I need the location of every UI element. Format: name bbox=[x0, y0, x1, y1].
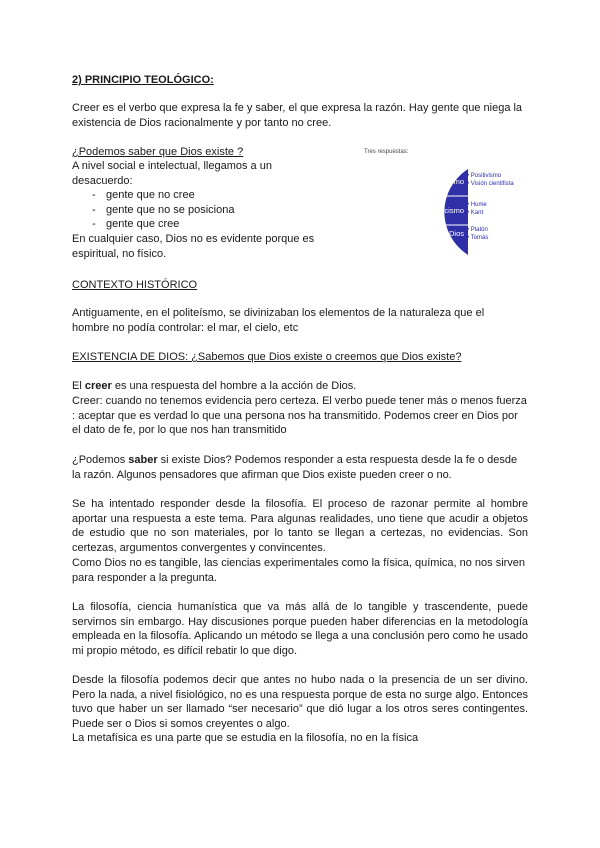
disagreement-line: A nivel social e intelectual, llegamos a un desacuerdo: bbox=[72, 160, 272, 187]
section-heading: 2) PRINCIPIO TEOLÓGICO: bbox=[72, 74, 214, 86]
nada-paragraph: Desde la filosofía podemos decir que antes no hubo nada o la presencia de un ser divino. Pero la nada, a nivel fisiológico, no es una respuesta porque de esta no surge algo. Entonces tuvo que haber un ser llamado “ser necesario” que dió lugar a los otros seres contingentes. Puede ser o Dios si somos creyentes o algo. bbox=[72, 674, 528, 730]
three-answers-figure bbox=[356, 145, 536, 255]
text-run: El bbox=[72, 380, 85, 392]
tangible-paragraph: Como Dios no es tangible, las ciencias experimentales como la física, química, no nos sirven para responder a la pregunta. bbox=[72, 557, 526, 584]
text-run: si existe Dios? Podemos responder a esta respuesta desde la fe o desde la razón. Algunos pensadores que afirman que Dios existe pueden creer o no. bbox=[72, 454, 518, 481]
text-run: ¿Podemos bbox=[72, 454, 129, 466]
category-ateismo: Ateísmo bbox=[436, 177, 464, 186]
category-agnosticismo: Agnosticismo bbox=[419, 206, 464, 215]
intro-paragraph: Creer es el verbo que expresa la fe y saber, el que expresa la razón. Hay gente que niega la existencia de Dios racionalmente y por tanto no cree. bbox=[72, 102, 523, 129]
list-item: - gente que no cree bbox=[72, 188, 312, 203]
bold-term: saber bbox=[128, 454, 158, 466]
filosofia-paragraph: Se ha intentado responder desde la filosofía. El proceso de razonar permite al hombre aportar una respuesta a este tema. Para algunas realidades, uno tiene que acudir a objetos de estudio que no son materiales, por lo tanto se llegan a certezas, no evidencias. Son certezas, argumentos convergentes y convincentes. bbox=[72, 498, 528, 554]
existencia-heading: EXISTENCIA DE DIOS: ¿Sabemos que Dios existe o creemos que Dios existe? bbox=[72, 351, 462, 363]
humanistica-paragraph: La filosofía, ciencia humanística que va más allá de lo tangible y trascendente, puede servirnos sin embargo. Hay discusiones porque pueden haber diferencias en la metodología empleada en la filosofía. Aplicando un método se llega a una conclusión pero como he usado mi propio método, es difícil rebatir lo que digo. bbox=[72, 601, 528, 657]
saber-paragraph bbox=[72, 453, 528, 482]
example-item: • Kant bbox=[467, 210, 484, 216]
bold-term: creer bbox=[84, 380, 112, 392]
creer-definition: Creer: cuando no tenemos evidencia pero certeza. El verbo puede tener más o menos fuerza : aceptar que es verdad lo que una persona nos ha transmitido. Podemos creer en Dios por el dato de fe, por lo que nos han transmitido bbox=[72, 395, 527, 436]
example-item: • Platón bbox=[467, 227, 488, 233]
list-item: - gente que no se posiciona bbox=[72, 203, 312, 218]
question-heading: ¿Podemos saber que Dios existe ? bbox=[72, 146, 244, 158]
example-item: • Positivismo bbox=[467, 173, 502, 179]
example-item: • Tomás bbox=[467, 235, 489, 241]
contexto-paragraph: Antiguamente, en el politeísmo, se divinizaban los elementos de la naturaleza que el hombre no podía controlar: el mar, el cielo, etc bbox=[72, 307, 485, 334]
category-afirmacion: Afirmación de Dios bbox=[401, 229, 464, 238]
example-item: • Visión cientifista bbox=[467, 181, 514, 187]
closing-paragraph: En cualquier caso, Dios no es evidente porque es espiritual, no físico. bbox=[72, 233, 315, 260]
contexto-heading: CONTEXTO HISTÓRICO bbox=[72, 279, 198, 291]
example-item: • Hume bbox=[467, 202, 487, 208]
list-item: - gente que cree bbox=[72, 217, 312, 232]
positions-list bbox=[72, 188, 312, 232]
metafisica-paragraph: La metafísica es una parte que se estudia en la filosofía, no en la física bbox=[72, 732, 419, 744]
text-run: es una respuesta del hombre a la acción de Dios. bbox=[111, 380, 357, 392]
semicircle-diagram bbox=[356, 145, 536, 255]
creer-paragraph bbox=[72, 379, 528, 394]
figure-title: Tres respuestas: bbox=[364, 149, 409, 155]
